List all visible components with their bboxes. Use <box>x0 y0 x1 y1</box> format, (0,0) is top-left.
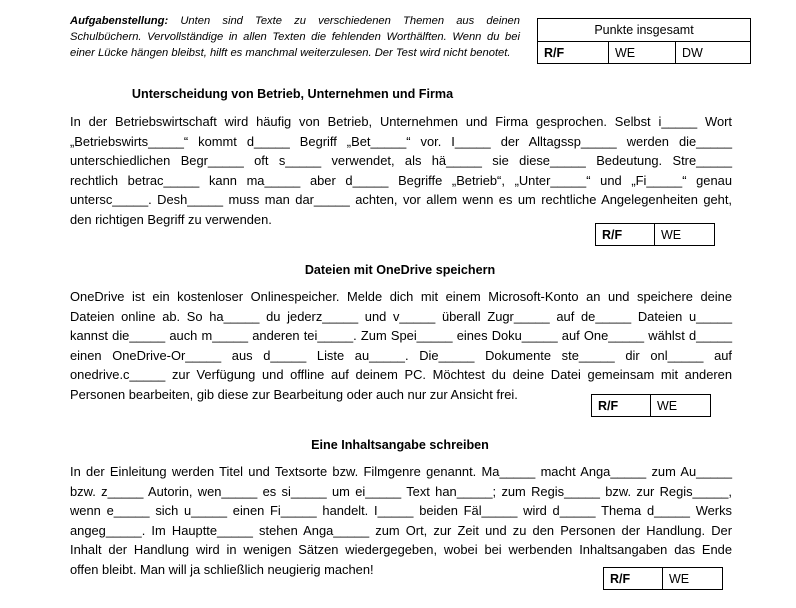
section-1-rf-cell: R/F <box>596 224 655 246</box>
section-1-we-cell: WE <box>655 224 715 246</box>
section-3-line: wenn e_____ sich u_____ einen Fi_____ handelt. I_____ beiden Fäl_____ wird d_____ Thema d_____ Werks <box>70 503 732 518</box>
section-1-heading: Unterscheidung von Betrieb, Unternehmen und Firma <box>131 87 454 101</box>
section-3-text <box>70 462 732 579</box>
task-text: Unten sind Texte zu verschiedenen Themen aus deinen Schulbüchern. Vervollständige in allen Texten die fehlenden Worthälften. Wenn du bei einer Lücke hängen bleibst, hilft es manchmal weiterzulesen. Der Test wird nicht benotet. <box>70 15 520 59</box>
task-label: Aufgabenstellung: <box>70 15 169 27</box>
section-3-we-cell: WE <box>663 568 723 590</box>
total-dw-cell: DW <box>676 42 751 64</box>
section-3-heading: Eine Inhaltsangabe schreiben <box>311 438 489 452</box>
section-1-line: untersc_____. Desh_____ muss man dar_____ achten, vor allem wenn es um rechtliche Angelegenheiten geht, <box>70 192 732 207</box>
section-2-line: Personen bearbeiten, gib diese zur Bearbeitung oder auch nur zur Ansicht frei. <box>70 386 518 402</box>
section-1-score-table <box>595 223 715 246</box>
section-2-line: OneDrive ist ein kostenloser Onlinespeicher. Melde dich mit einem Microsoft-Konto an und speichere deine <box>70 289 732 304</box>
section-2-line: kannst die_____ auch m_____ anderen tei_____. Zum Spei_____ eines Doku_____ auf One_____ wählst d_____ <box>70 328 732 343</box>
section-3-line: In der Einleitung werden Titel und Textsorte bzw. Filmgenre genannt. Ma_____ macht Anga_____ zum Au_____ <box>70 464 732 479</box>
section-1-line: rechtlich betrac_____ kann ma_____ aber d_____ Begriffe „Betrieb“, „Unter_____“ und „Fi_____“ genau <box>70 172 732 188</box>
section-1-line: den richtigen Begriff zu verwenden. <box>70 211 272 227</box>
section-3-rf-cell: R/F <box>604 568 663 590</box>
section-3-line: offen bleibt. Man will ja schließlich neugierig machen! <box>70 561 374 577</box>
task-instructions <box>70 13 520 61</box>
total-we-cell: WE <box>609 42 676 64</box>
total-score-table <box>537 18 751 64</box>
section-1-text <box>70 112 732 229</box>
section-2-score-table <box>591 394 711 417</box>
section-2-line: onedrive.c_____ zur Verfügung und offline auf deinem PC. Möchtest du deine Datei gemeinsam mit anderen <box>70 367 732 382</box>
section-2-line: einen OneDrive-Or_____ aus d_____ Liste au_____. Die_____ Dokumente ste_____ dir onl_____ auf <box>70 347 732 363</box>
section-1-line: unterschiedlichen Begr_____ oft s_____ verwendet, als hä_____ sie diese_____ Bedeutung. Stre_____ <box>70 153 732 168</box>
section-3-line: Inhalt der Handlung wird in wenigen Sätzen wiedergegeben, wobei bei werbenden Inhaltsangaben das Ende <box>70 542 732 557</box>
section-2-text <box>70 287 732 404</box>
section-2-we-cell: WE <box>651 395 711 417</box>
section-2-rf-cell: R/F <box>592 395 651 417</box>
section-3-score-table <box>603 567 723 590</box>
total-rf-cell: R/F <box>538 42 609 64</box>
section-3-line: bzw. z_____ Autorin, wen_____ es si_____ um ei_____ Text han_____; zum Regis_____ bzw. zur Regis_____, <box>70 483 732 499</box>
section-2-line: Dateien online ab. So ha_____ du jederz_____ und v_____ überall Zugr_____ auf de_____ Dateien u_____ <box>70 308 732 324</box>
section-3-line: angeg_____. Im Hauptte_____ stehen Anga_____ zum Ort, zur Zeit und zu den Personen der Handlung. Der <box>70 522 732 538</box>
section-1-line: „Betriebswirts_____“ kommt d_____ Begriff „Bet_____“ vor. I_____ der Alltagssp_____ werden die_____ <box>70 133 732 149</box>
section-2-heading: Dateien mit OneDrive speichern <box>304 263 496 277</box>
section-1-line: In der Betriebswirtschaft wird häufig von Betrieb, Unternehmen und Firma gesprochen. Selbst i_____ Wort <box>70 114 732 129</box>
total-score-title: Punkte insgesamt <box>538 19 751 42</box>
